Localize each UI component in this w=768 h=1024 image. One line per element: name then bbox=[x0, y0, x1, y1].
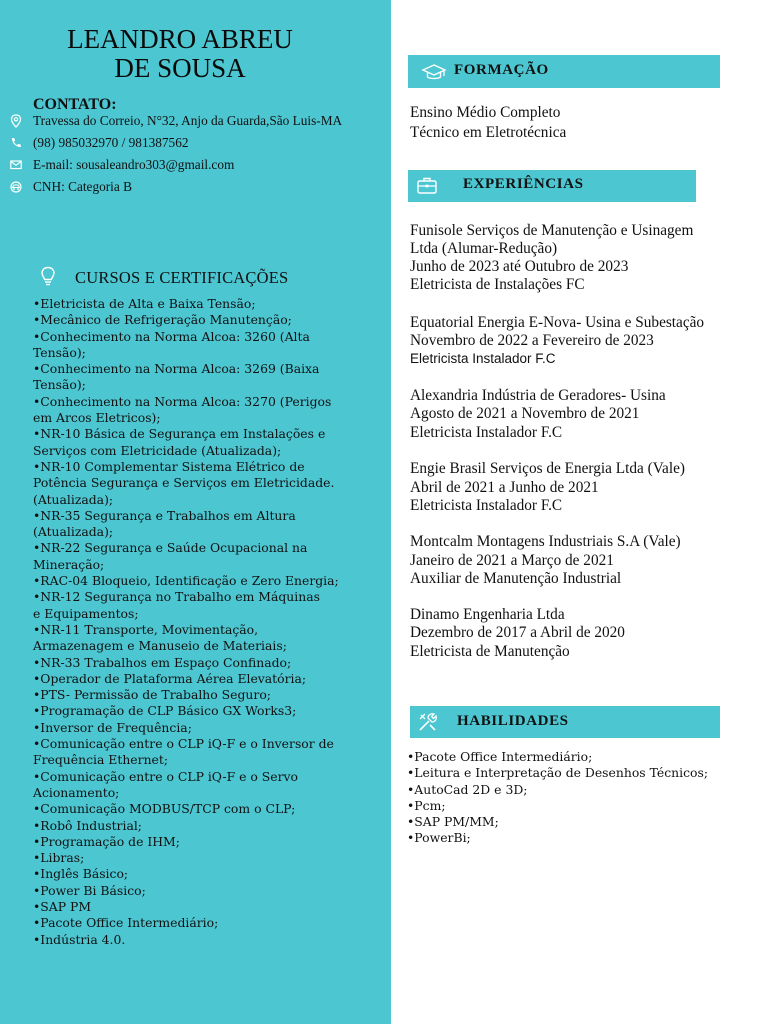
course-line: Tensão); bbox=[33, 344, 86, 360]
course-line: •NR-22 Segurança e Saúde Ocupacional na bbox=[33, 540, 308, 556]
course-line: •PTS- Permissão de Trabalho Seguro; bbox=[33, 687, 271, 703]
skill-line: •Pcm; bbox=[407, 797, 446, 813]
course-line: •NR-12 Segurança no Trabalho em Máquinas bbox=[33, 589, 320, 605]
cnh-text: CNH: Categoria B bbox=[33, 179, 132, 194]
location-icon bbox=[10, 114, 22, 128]
contact-title: CONTATO: bbox=[33, 96, 117, 113]
course-line: •Conhecimento na Norma Alcoa: 3269 (Baixa bbox=[33, 361, 320, 377]
course-line: Potência Segurança e Serviços em Eletricidade. bbox=[33, 475, 335, 491]
course-line: •Inversor de Frequência; bbox=[33, 719, 192, 735]
experiencias-title: EXPERIÊNCIAS bbox=[463, 176, 584, 192]
course-line: •Programação de IHM; bbox=[33, 833, 180, 849]
course-line: •Pacote Office Intermediário; bbox=[33, 915, 219, 931]
course-line: (Atualizada); bbox=[33, 491, 114, 507]
skill-line: •AutoCad 2D e 3D; bbox=[407, 781, 528, 797]
course-line: em Arcos Eletricos); bbox=[33, 410, 161, 426]
courses-title: CURSOS E CERTIFICAÇÕES bbox=[75, 268, 289, 287]
exp-5-line-3: Auxiliar de Manutenção Industrial bbox=[410, 570, 622, 587]
course-line: Acionamento; bbox=[33, 784, 120, 800]
course-line: Serviços com Eletricidade (Atualizada); bbox=[33, 442, 282, 458]
phone-text: (98) 985032970 / 981387562 bbox=[33, 135, 189, 150]
briefcase-icon bbox=[416, 175, 438, 195]
course-line: •Programação de CLP Básico GX Works3; bbox=[33, 703, 297, 719]
courses-list bbox=[33, 296, 363, 948]
name-line-1: LEANDRO ABREU bbox=[67, 24, 293, 54]
exp-4-line-3: Eletricista Instalador F.C bbox=[410, 497, 563, 514]
exp-5-line-1: Montcalm Montagens Industriais S.A (Vale) bbox=[410, 533, 681, 550]
exp-1-line-1: Funisole Serviços de Manutenção e Usinagem bbox=[410, 222, 694, 239]
course-line: Mineração; bbox=[33, 556, 105, 572]
course-line: •Operador de Plataforma Aérea Elevatória; bbox=[33, 670, 307, 686]
lightbulb-icon bbox=[40, 266, 56, 288]
course-line: •Comunicação MODBUS/TCP com o CLP; bbox=[33, 801, 296, 817]
course-line: •Libras; bbox=[33, 850, 85, 866]
email-icon bbox=[10, 158, 22, 172]
course-line: •Conhecimento na Norma Alcoa: 3260 (Alta bbox=[33, 328, 310, 344]
car-icon bbox=[10, 180, 22, 194]
exp-1-line-4: Eletricista de Instalações FC bbox=[410, 276, 585, 293]
habilidades-title: HABILIDADES bbox=[457, 713, 569, 729]
exp-4-line-1: Engie Brasil Serviços de Energia Ltda (Vale) bbox=[410, 460, 685, 477]
course-line: •NR-11 Transporte, Movimentação, bbox=[33, 621, 259, 637]
course-line: •Robô Industrial; bbox=[33, 817, 142, 833]
exp-2-line-2: Novembro de 2022 a Fevereiro de 2023 bbox=[410, 332, 654, 349]
phone-icon bbox=[10, 136, 22, 150]
course-line: •NR-33 Trabalhos em Espaço Confinado; bbox=[33, 654, 292, 670]
email-text: E-mail: sousaleandro303@gmail.com bbox=[33, 157, 235, 172]
course-line: •NR-35 Segurança e Trabalhos em Altura bbox=[33, 507, 296, 523]
exp-1-line-3: Junho de 2023 até Outubro de 2023 bbox=[410, 258, 629, 275]
course-line: e Equipamentos; bbox=[33, 605, 139, 621]
course-line: Tensão); bbox=[33, 377, 86, 393]
course-line: •Power Bi Básico; bbox=[33, 882, 146, 898]
course-line: •Comunicação entre o CLP iQ-F e o Servo bbox=[33, 768, 299, 784]
exp-6-line-3: Eletricista de Manutenção bbox=[410, 643, 570, 660]
course-line: •Inglês Básico; bbox=[33, 866, 129, 882]
course-line: Armazenagem e Manuseio de Materiais; bbox=[33, 638, 287, 654]
address-text: Travessa do Correio, N°32, Anjo da Guarda,São Luis-MA bbox=[33, 113, 343, 128]
course-line: •Conhecimento na Norma Alcoa: 3270 (Perigos bbox=[33, 393, 332, 409]
course-line: •Indústria 4.0. bbox=[33, 931, 126, 947]
skill-line: •PowerBi; bbox=[407, 830, 471, 846]
exp-2-line-3: Eletricista Instalador F.C bbox=[410, 351, 556, 366]
course-line: •NR-10 Complementar Sistema Elétrico de bbox=[33, 458, 305, 474]
skill-line: •SAP PM/MM; bbox=[407, 814, 499, 830]
skill-line: •Pacote Office Intermediário; bbox=[407, 749, 593, 764]
exp-2-line-1: Equatorial Energia E-Nova- Usina e Subestação bbox=[410, 314, 705, 331]
exp-3-line-1: Alexandria Indústria de Geradores- Usina bbox=[410, 387, 666, 404]
graduation-cap-icon bbox=[421, 63, 447, 81]
exp-3-line-3: Eletricista Instalador F.C bbox=[410, 424, 563, 441]
skill-line: •Leitura e Interpretação de Desenhos Técnicos; bbox=[407, 765, 709, 781]
name-line-2: DE SOUSA bbox=[114, 53, 246, 83]
exp-1-line-2: Ltda (Alumar-Redução) bbox=[410, 240, 558, 257]
course-line: Frequência Ethernet; bbox=[33, 752, 169, 768]
exp-3-line-2: Agosto de 2021 a Novembro de 2021 bbox=[410, 405, 640, 422]
course-line: (Atualizada); bbox=[33, 524, 114, 540]
exp-4-line-2: Abril de 2021 a Junho de 2021 bbox=[410, 479, 599, 496]
course-line: •Eletricista de Alta e Baixa Tensão; bbox=[33, 296, 256, 311]
exp-5-line-2: Janeiro de 2021 a Março de 2021 bbox=[410, 552, 614, 569]
exp-6-line-1: Dinamo Engenharia Ltda bbox=[410, 606, 565, 623]
tools-icon bbox=[416, 710, 440, 734]
exp-6-line-2: Dezembro de 2017 a Abril de 2020 bbox=[410, 624, 625, 641]
formacao-line-2: Técnico em Eletrotécnica bbox=[410, 124, 567, 141]
course-line: •NR-10 Básica de Segurança em Instalações e bbox=[33, 426, 326, 442]
course-line: •SAP PM bbox=[33, 898, 92, 914]
skills-list bbox=[407, 749, 708, 847]
course-line: •Comunicação entre o CLP iQ-F e o Inversor de bbox=[33, 736, 334, 752]
course-line: •Mecânico de Refrigeração Manutenção; bbox=[33, 312, 292, 328]
course-line: •RAC-04 Bloqueio, Identificação e Zero Energia; bbox=[33, 573, 339, 589]
formacao-title: FORMAÇÃO bbox=[454, 62, 549, 78]
formacao-line-1: Ensino Médio Completo bbox=[410, 104, 561, 121]
